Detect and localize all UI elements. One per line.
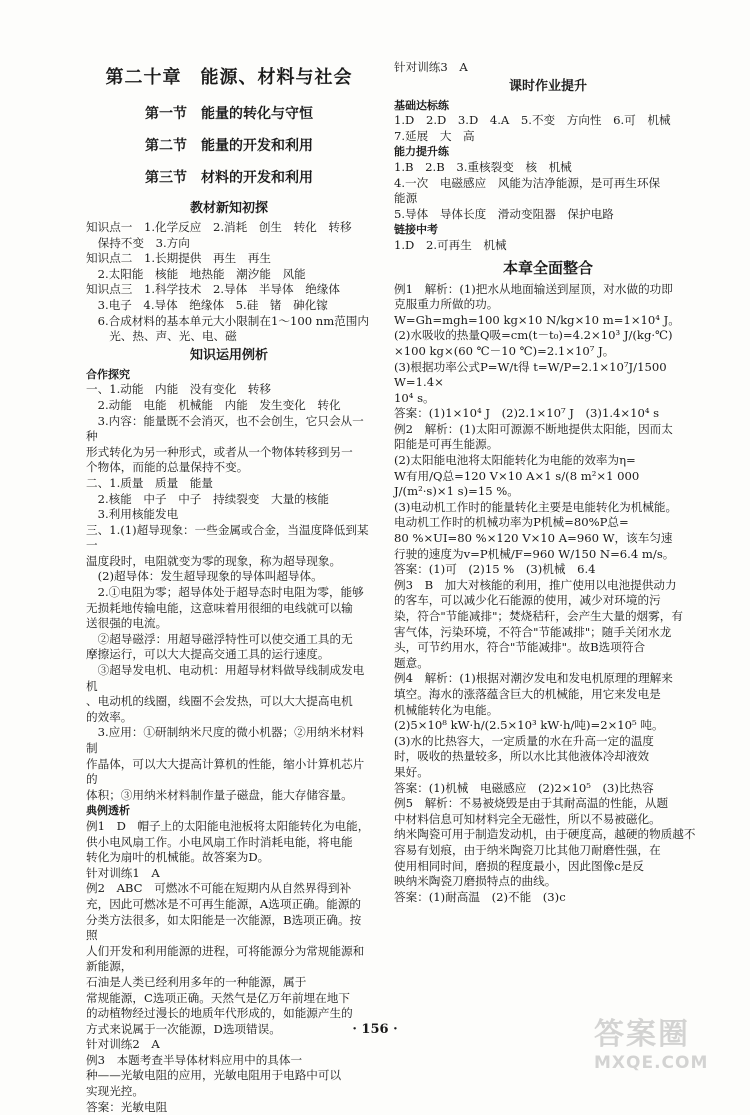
text-line: 例3 B 加大对核能的利用，推广使用以电池提供动力 — [394, 577, 677, 592]
watermark-text: 答案圈 — [594, 1017, 690, 1052]
text-line: 温度段时，电阻就变为零的现象，称为超导现象。 — [86, 553, 342, 568]
text-line: (2)5×10⁸ kW·h/(2.5×10³ kW·h/吨)=2×10⁵ 吨。 — [394, 718, 664, 733]
text-line: 10⁴ s。 — [394, 390, 435, 405]
text-line: 2.①电阻为零；超导体处于超导态时电阻为零，能够 — [86, 585, 364, 600]
text-line: 克服重力所做的功。 — [394, 297, 499, 312]
text-line: 例4 解析：(1)根据对潮汐发电和发电机原理的理解来 — [394, 671, 673, 686]
text-line: 3.内容：能量既不会消灭，也不会创生，它只会从一种 — [86, 413, 364, 444]
heading-homework: 课时作业提升 — [508, 78, 587, 94]
text-line: 的效率。 — [86, 709, 133, 724]
text-line: 4.一次 电磁感应 风能为洁净能源，是可再生环保 — [394, 175, 661, 190]
text-line: 答案：(1)可 (2)15 % (3)机械 6.4 — [394, 562, 596, 577]
text-line: 一、1.动能 内能 没有变化 转移 — [86, 382, 271, 397]
text-line: 实现光控。 — [86, 1084, 144, 1099]
text-line: 电动机工作时的机械功率为P机械=80%P总= — [394, 515, 629, 530]
text-line: (2)超导体：发生超导现象的导体叫超导体。 — [86, 569, 323, 584]
summary-answers — [394, 282, 702, 906]
basic-answers — [394, 113, 702, 144]
text-line: 例2 ABC 可燃冰不可能在短期内从自然界得到补 — [86, 881, 352, 896]
text-line: 容易有划痕，由于纳米陶瓷刀比其他刀耐磨性强，在 — [394, 842, 661, 857]
text-line: 3.利用核能发电 — [86, 507, 179, 522]
text-line: 个物体，而能的总量保持不变。 — [86, 460, 249, 475]
text-line: 7.延展 大 高 — [394, 128, 475, 143]
practice-3: 针对训练3 A — [394, 60, 468, 74]
text-line: 答案：(1)机械 电磁感应 (2)2×10⁵ (3)比热容 — [394, 780, 654, 795]
section-title: 第二节 能量的开发和利用 — [145, 138, 313, 154]
text-line: W=Gh=mgh=100 kg×10 N/kg×10 m=1×10⁴ J。 — [394, 312, 680, 327]
text-line: W有用/Q总=120 V×10 A×1 s/(8 m²×1 000 J/(m²·s)×1 s)=15 %。 — [394, 468, 643, 499]
text-line: 转化为扇叶的机械能。故答案为D。 — [86, 850, 270, 865]
example-answers — [86, 819, 372, 1115]
text-line: (3)电动机工作时的能量转化主要是电能转化为机械能。 — [394, 499, 678, 514]
cooperative-answers — [86, 382, 372, 803]
text-line: 答案：(1)1×10⁴ J (2)2.1×10⁷ J (3)1.4×10⁴ s — [394, 406, 660, 421]
text-line: ③超导发电机、电动机：用超导材料做导线制成发电机 — [86, 663, 365, 693]
text-line: 的动植物经过漫长的地质年代形成的，如能源产生的 — [86, 1006, 353, 1021]
ability-answers — [394, 160, 702, 222]
text-line: 的客车，可以减少化石能源的使用，减少对环境的污 — [394, 593, 661, 608]
text-line: 6.合成材料的基本单元大小限制在1～100 nm范围内 — [86, 313, 369, 328]
text-line: 例1 D 帽子上的太阳能电池板将太阳能转化为电能， — [86, 818, 370, 833]
text-line: 二、1.质量 质量 能量 — [86, 475, 213, 490]
heading-new-knowledge: 教材新知初探 — [189, 201, 268, 216]
text-line: 无损耗地传输电能，这意味着用很细的电线就可以输 — [86, 600, 353, 615]
text-line: 供小电风扇工作。小电风扇工作时消耗电能，将电能 — [86, 834, 353, 849]
text-line: 映纳米陶瓷刀磨损特点的曲线。 — [394, 874, 557, 889]
text-line: 答案：(1)耐高温 (2)不能 (3)c — [394, 889, 566, 904]
text-line: 例5 解析：不易被烧毁是由于其耐高温的性能，从题 — [394, 796, 669, 811]
text-line: (3)水的比热容大，一定质量的水在升高一定的温度 — [394, 733, 654, 748]
text-line: (3)根据功率公式P=W/t得 t=W/P=2.1×10⁷J/1500 W=1.4× — [394, 359, 671, 390]
text-line: 1.B 2.B 3.重核裂变 核 机械 — [394, 159, 572, 174]
text-line: 填空。海水的涨落蕴含巨大的机械能，用它来发电是 — [394, 686, 661, 701]
text-line: 头，可节约用水，符合"节能减排"。故B选项符合 — [394, 640, 646, 655]
text-line: 例3 本题考查半导体材料应用中的具体一 — [86, 1052, 303, 1067]
text-line: 2.核能 中子 中子 持续裂变 大量的核能 — [86, 491, 329, 506]
text-line: 5.导体 导体长度 滑动变阻器 保护电路 — [394, 206, 614, 221]
text-line: 保持不变 3.方向 — [86, 235, 190, 250]
text-line: 光、热、声、光、电、磁 — [86, 329, 237, 344]
text-line: 80 %×UI=80 %×120 V×10 A=960 W，该车匀速 — [394, 531, 673, 546]
watermark-logo — [594, 1009, 744, 1073]
text-line: 1.D 2.可再生 机械 — [394, 237, 507, 252]
left-column — [86, 60, 372, 1115]
text-line: 阳能是可再生能源。 — [394, 437, 499, 452]
text-line: 例2 解析：(1)太阳可源源不断地提供太阳能，因而太 — [394, 421, 673, 436]
watermark-url: MXQE.COM — [594, 1053, 709, 1073]
section-title: 第三节 材料的开发和利用 — [145, 170, 313, 186]
text-line: 3.电子 4.导体 绝缘体 5.硅 锗 砷化镓 — [86, 297, 328, 312]
text-line: 体积；③用纳米材料制作量子磁盘，能大存储容量。 — [86, 787, 353, 802]
heading-chapter-summary: 本章全面整合 — [502, 258, 593, 277]
text-line: 2.动能 电能 机械能 内能 发生变化 转化 — [86, 397, 341, 412]
text-line: (2)水吸收的热量Q吸=cm(t－t₀)=4.2×10³ J/(kg·℃) — [394, 328, 673, 343]
chapter-title: 第二十章 能源、材料与社会 — [105, 67, 353, 88]
text-line: ②超导磁浮：用超导磁浮特性可以使交通工具的无 — [86, 631, 353, 646]
right-column — [394, 60, 702, 905]
text-line: 行驶的速度为v=P机械/F=960 W/150 N=6.4 m/s。 — [394, 546, 675, 561]
text-line: 使用相同时间，磨损的程度最小，因此图像c是反 — [394, 858, 644, 873]
subheading-examples: 典例透析 — [86, 804, 130, 818]
subheading-exam-link: 链接中考 — [394, 223, 438, 237]
text-line: 充，因此可燃冰是不可再生能源，A选项正确。能源的 — [86, 896, 362, 911]
text-line: 染，符合"节能减排"；焚烧秸秆，会产生大量的烟雾，有 — [394, 609, 683, 623]
text-line: 果好。 — [394, 764, 429, 779]
subheading-ability: 能力提升练 — [394, 145, 449, 159]
text-line: 、电动机的线圈，线圈不会发热，可以大大提高电机 — [86, 694, 353, 709]
text-line: 知识点二 1.长期提供 再生 再生 — [86, 251, 271, 266]
text-line: ×100 kg×(60 ℃－10 ℃)=2.1×10⁷ J。 — [394, 343, 615, 358]
text-line: 答案：光敏电阻 — [86, 1099, 168, 1114]
text-line: 针对训练1 A — [86, 865, 160, 880]
text-line: 形式转化为另一种形式，或者从一个物体转移到另一 — [86, 444, 353, 459]
text-line: 知识点一 1.化学反应 2.消耗 创生 转化 转移 — [86, 220, 352, 234]
text-line: (2)太阳能电池将太阳能转化为电能的效率为η= — [394, 453, 636, 468]
heading-knowledge-application: 知识运用例析 — [189, 347, 268, 363]
text-line: 分类方法很多，如太阳能是一次能源，B选项正确。按照 — [86, 912, 362, 943]
text-line: 题意。 — [394, 655, 429, 670]
text-line: 机械能转化为电能。 — [394, 702, 499, 717]
text-line: 方式来说属于一次能源，D选项错误。 — [86, 1021, 281, 1036]
text-line: 1.D 2.D 3.D 4.A 5.不变 方向性 6.可 机械 — [394, 113, 671, 128]
text-line: 摩擦运行，可以大大提高交通工具的运行速度。 — [86, 647, 330, 662]
page-number: · 156 · — [352, 1022, 398, 1037]
section-title: 第一节 能量的转化与守恒 — [145, 106, 313, 122]
text-line: 时，吸收的热量较多，所以水比其他液体冷却液效 — [394, 749, 650, 764]
knowledge-points — [86, 220, 372, 345]
exam-link-answers — [394, 238, 702, 254]
text-line: 纳米陶瓷可用于制造发动机，由于硬度高，越硬的物质越不 — [394, 827, 696, 842]
text-line: 作晶体，可以大大提高计算机的性能，缩小计算机芯片的 — [86, 756, 365, 787]
text-line: 送很强的电流。 — [86, 616, 168, 631]
text-line: 人们开发和利用能源的进程，可将能源分为常规能源和新能源， — [86, 943, 365, 974]
text-line: 2.太阳能 核能 地热能 潮汐能 风能 — [86, 266, 306, 281]
text-line: 知识点三 1.科学技术 2.导体 半导体 绝缘体 — [86, 282, 340, 297]
text-line: 能源 — [394, 191, 418, 206]
subheading-basic: 基础达标练 — [394, 98, 449, 112]
text-line: 种——光敏电阻的应用，光敏电阻用于电路中可以 — [86, 1068, 342, 1083]
subheading-cooperative: 合作探究 — [86, 367, 130, 381]
text-line: 害气体，污染环境，不符合"节能减排"；随手关闭水龙 — [394, 624, 672, 639]
text-line: 三、1.(1)超导现象：一些金属或合金，当温度降低到某一 — [86, 522, 369, 553]
text-line: 3.应用：①研制纳米尺度的微小机器；②用纳米材料制 — [86, 725, 364, 755]
text-line: 常规能源，C选项正确。天然气是亿万年前埋在地下 — [86, 990, 350, 1005]
text-line: 针对训练2 A — [86, 1037, 160, 1052]
text-line: 例1 解析：(1)把水从地面输送到屋顶，对水做的功即 — [394, 281, 673, 296]
text-line: 中材料信息可知材料完全无磁性，所以不易被磁化。 — [394, 811, 661, 826]
text-line: 石油是人类已经利用多年的一种能源，属于 — [86, 974, 307, 989]
